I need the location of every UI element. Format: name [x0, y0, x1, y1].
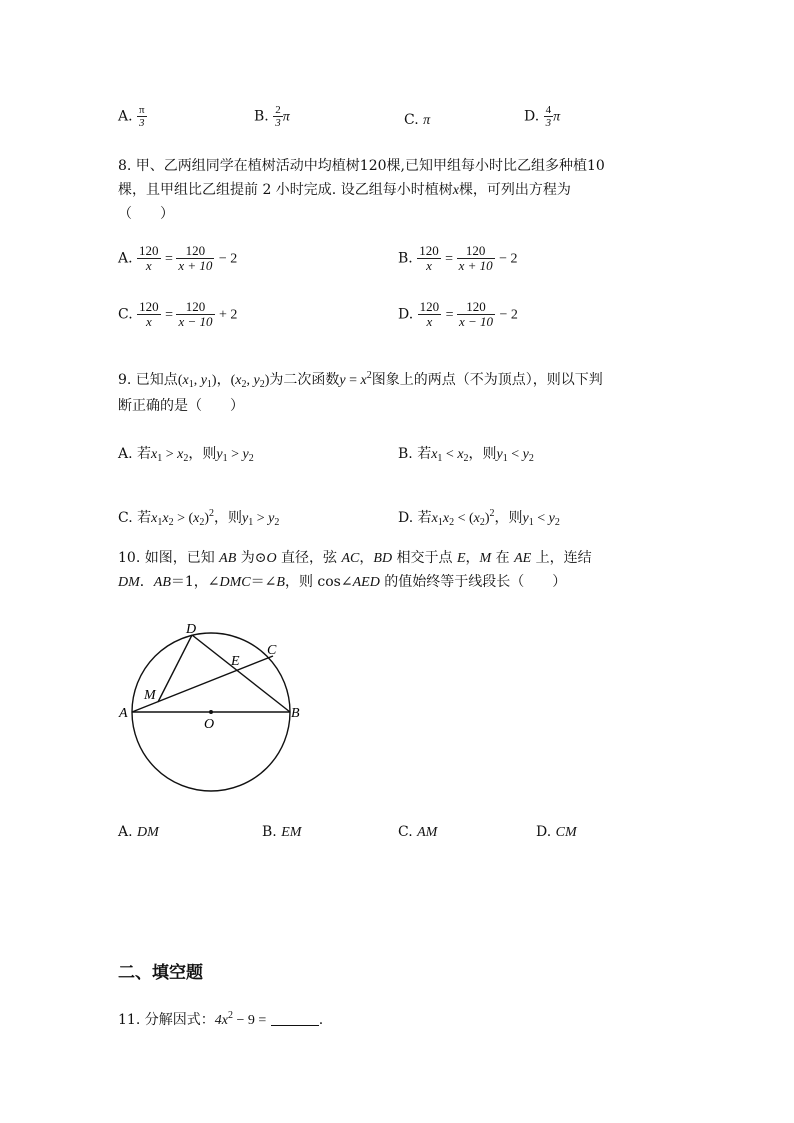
q10-stem-line2: DM．AB＝1，∠DMC＝∠B，则 cos∠AED 的值始终等于线段长（ ）: [118, 574, 567, 590]
center-point-o: [209, 710, 213, 714]
q10-circle-figure: [110, 614, 320, 804]
q10-stem-line1: 10. 如图，已知 AB 为⊙O 直径，弦 AC，BD 相交于点 E，M 在 AE 上，连结: [118, 550, 592, 566]
q7-option-b: B. $\frac{2}{3}$ π: [254, 104, 290, 129]
q8-option-c: C. $\frac{120}{x}$ = $\frac{120}{x - 10}$ + 2: [118, 299, 238, 329]
q9-option-d: D. 若$x_1x_2 < (x_2)^2$，则$y_1 < y_2$: [398, 508, 560, 528]
q10-option-c: C. AM: [398, 824, 438, 840]
q10-option-b: B. EM: [262, 824, 302, 840]
chord-ac: [132, 656, 273, 712]
label-o: O: [204, 717, 215, 732]
label-e: E: [231, 654, 240, 669]
q8-option-a: A. $\frac{120}{x}$ = $\frac{120}{x + 10}$ − 2: [118, 243, 238, 273]
q8-answer-paren: （ ）: [118, 206, 174, 222]
q8-option-b: B. $\frac{120}{x}$ = $\frac{120}{x + 10}$ − 2: [398, 243, 518, 273]
q9-option-c: C. 若$x_1x_2 > (x_2)^2$，则$y_1 > y_2$: [118, 508, 280, 528]
label-m: M: [144, 688, 156, 703]
label-c: C: [267, 643, 277, 658]
q8-stem-line2: 棵，且甲组比乙组提前 2 小时完成. 设乙组每小时植树x棵，可列出方程为: [118, 182, 571, 198]
q11-answer-blank[interactable]: [271, 1011, 319, 1026]
q9-stem-line2: 断正确的是（ ）: [118, 398, 244, 414]
label-d: D: [186, 622, 197, 637]
section-heading-fill-in: 二、填空题: [118, 963, 203, 983]
q10-option-a: A. DM: [118, 824, 159, 840]
q9-option-a: A. 若$x_1 > x_2$，则$y_1 > y_2$: [118, 446, 254, 464]
q11-stem: 11. 分解因式：$4x^2 - 9$ = .: [118, 1010, 324, 1028]
label-a: A: [119, 706, 128, 721]
q8-stem-line1: 8. 甲、乙两组同学在植树活动中均植树120棵,已知甲组每小时比乙组多种植10: [118, 158, 605, 174]
q10-option-d: D. CM: [536, 824, 577, 840]
q7-option-d: D. $\frac{4}{3}$ π: [524, 104, 561, 129]
q7-option-c: C. π: [404, 112, 431, 128]
segment-dm: [158, 635, 192, 702]
q7-option-a: A. $\frac{\pi}{3}$: [118, 104, 145, 129]
q9-option-b: B. 若$x_1 < x_2$，则$y_1 < y_2$: [398, 446, 534, 464]
q8-option-d: D. $\frac{120}{x}$ = $\frac{120}{x - 10}$ − 2: [398, 299, 518, 329]
label-b: B: [291, 706, 300, 721]
q9-stem-line1: 9. 已知点($x_1$, $y_1$)，($x_2$, $y_2$)为二次函数$y = x^2$图象上的两点（不为顶点），则以下判: [118, 370, 603, 390]
